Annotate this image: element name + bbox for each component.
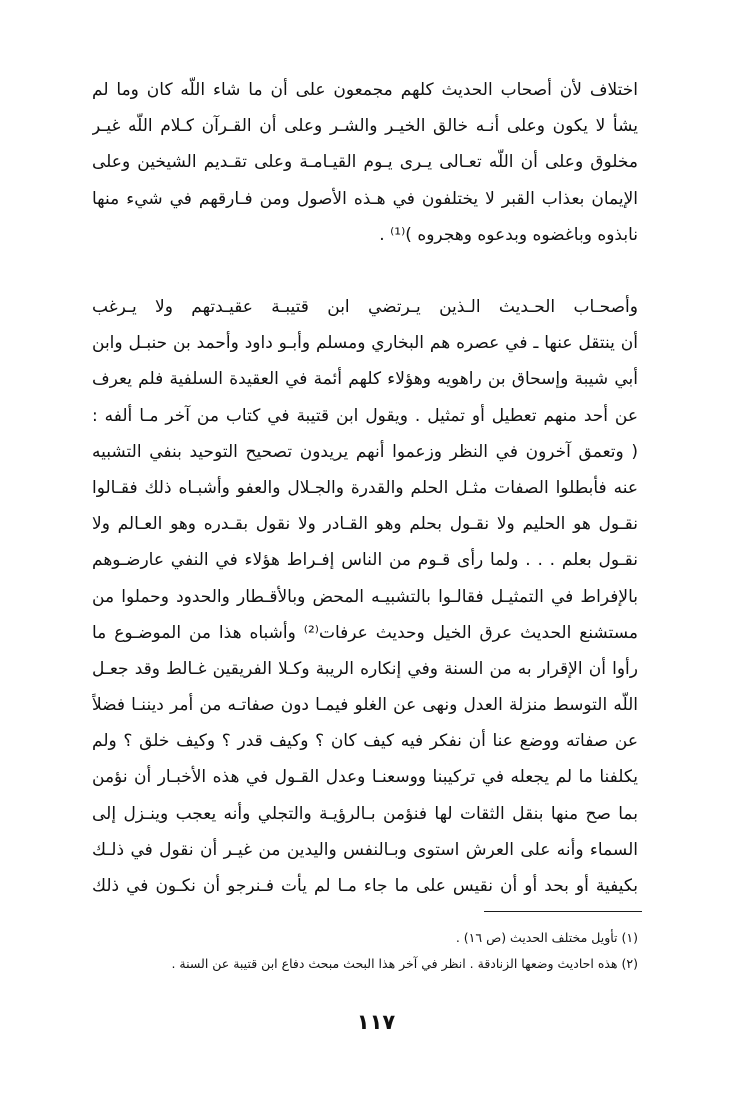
paragraph-1 bbox=[92, 72, 638, 253]
footnote-separator bbox=[484, 911, 642, 912]
footnote-2: (٢) هذه احاديث وضعها الزنادقة . انظر في آخر هذا البحث مبحث دفاع ابن قتيبة عن السنة . bbox=[171, 956, 638, 971]
text-line: رأوا أن الإقرار به من السنة وفي إنكاره الريبة وكـلا الفريقين غـالط وقد جعـل bbox=[92, 658, 638, 679]
text-line: أبي شيبة وإسحاق بن راهويه وهؤلاء كلهم أئمة في العقيدة السلفية فلم يعرف bbox=[92, 369, 638, 390]
text-line: نقـول هو الحليم ولا نقـول بحلم وهو القـادر ولا نقول بقـدره وهو العـالم ولا bbox=[92, 514, 638, 535]
text-line: نابذوه وباغضوه وبدعوه وهجروه )⁽¹⁾ . bbox=[379, 224, 638, 245]
text-line: ( وتعمق آخرون في النظر وزعموا أنهم يريدون تصحيح التوحيد بنفي التشبيه bbox=[92, 441, 638, 462]
text-line: مستشنع الحديث عرق الخيل وحديث عرفات⁽²⁾ وأشباه هذا من الموضـوع ما bbox=[92, 622, 638, 643]
text-line: بالإفراط في التمثيـل فقالـوا بالتشبيـه المحض وبالأقـطار والحدود وحملوا من bbox=[92, 586, 638, 607]
text-line: الإيمان بعذاب القبر لا يختلفون في هـذه الأصول ومن فـارقهم في شيء منها bbox=[92, 188, 638, 209]
text-line: بكيفية أو بحد أو أن نقيس على ما جاء مـا لم يأت فـنرجو أن نكـون في ذلك bbox=[92, 876, 638, 896]
text-line: عن صفاته ووضع عنا أن نفكر فيه كيف كان ؟ وكيف قدر ؟ وكيف خلق ؟ ولم bbox=[92, 731, 638, 752]
page-number: ١١٧ bbox=[356, 1010, 396, 1034]
text-line: اختلاف لأن أصحاب الحديث كلهم مجمعون على أن ما شاء اللّه كان وما لم bbox=[92, 80, 638, 100]
text-line: عن أحد منهم تعطيل أو تمثيل . ويقول ابن قتيبة في كتاب من آخر مـا ألفه : bbox=[92, 405, 638, 426]
text-line: اللّه التوسط منزلة العدل ونهى عن الغلو فيمـا دون صفاتـه من أمر ديننـا فضلاً bbox=[92, 695, 638, 716]
text-line: نقـول بعلم . . . ولما رأى قـوم من الناس إفـراط هؤلاء في النفي عارضـوهم bbox=[92, 550, 638, 571]
text-line: يشأ لا يكون وعلى أنـه خالق الخيـر والشـر وعلى أن القـرآن كـلام اللّه غيـر bbox=[92, 116, 638, 137]
text-line: عنه فأبطلوا الصفات مثـل الحلم والقدرة والجـلال والعفو وأشبـاه ذلك فقـالوا bbox=[92, 477, 638, 498]
text-line: أن ينتقل عنها ـ في عصره هم البخاري ومسلم وأبـو داود وأحمد بن حنبـل وابن bbox=[92, 333, 638, 354]
footnote-1: (١) تأويل مختلف الحديث (ص ١٦) . bbox=[455, 930, 638, 945]
text-line: السماء وأنه على العرش استوى وبـالنفس واليدين من غيـر أن نقول في ذلـك bbox=[92, 839, 638, 860]
text-line: وأصحـاب الحـديث الـذين يـرتضي ابن قتيبـة عقيـدتهم ولا يـرغب bbox=[92, 297, 638, 317]
text-line: مخلوق وعلى أن اللّه تعـالى يـرى يـوم القيـامـة وعلى تقـديم الشيخين وعلى bbox=[92, 152, 638, 173]
text-line: بما صح منها بنقل الثقات لها فنؤمن بـالرؤيـة والتجلي وأنه يعجب وينـزل إلى bbox=[92, 803, 638, 824]
text-line: يكلفنا ما لم يجعله في تركيبنا ووسعنـا وعدل القـول في هذه الأخبـار أن نؤمن bbox=[92, 767, 638, 788]
paragraph-2 bbox=[92, 289, 638, 904]
footnotes bbox=[92, 925, 638, 977]
